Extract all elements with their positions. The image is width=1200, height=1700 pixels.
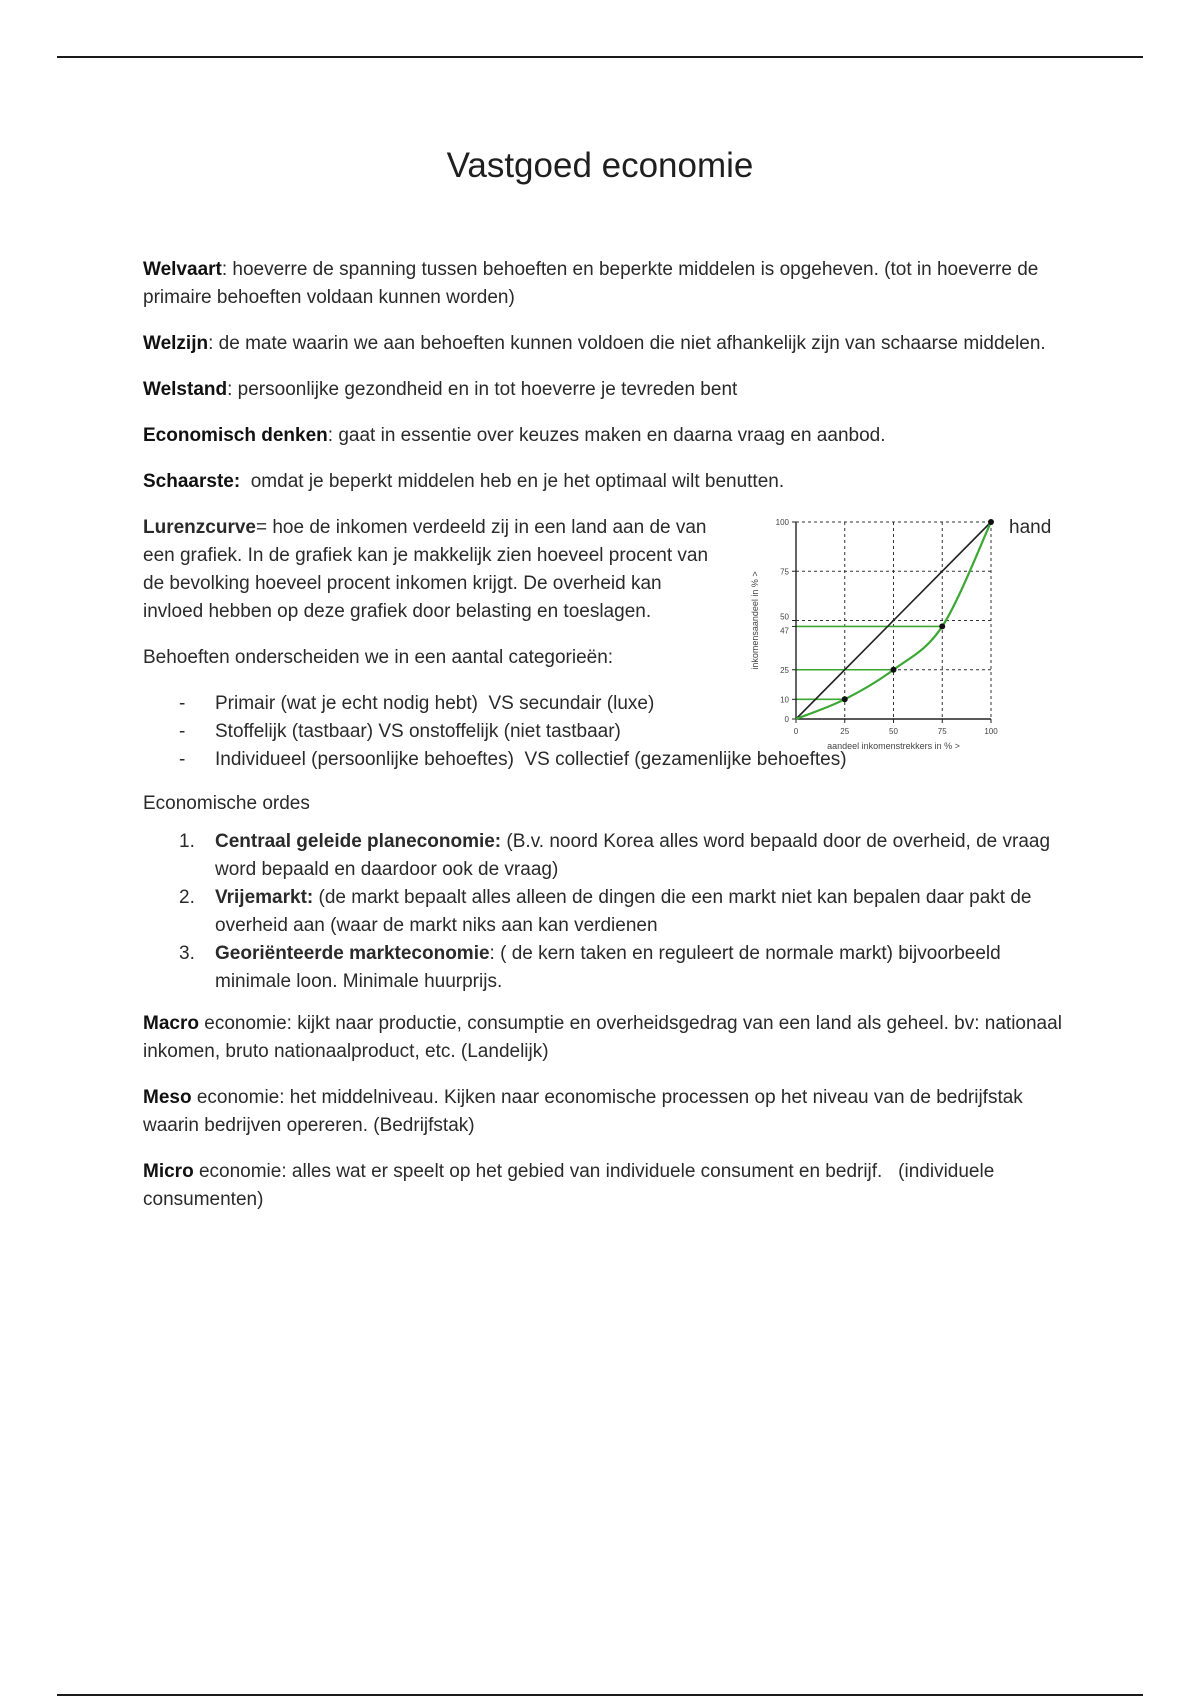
x-tick-label: 50 <box>889 727 898 736</box>
level-meso <box>143 1084 1063 1140</box>
level-micro <box>143 1158 1063 1214</box>
data-point <box>891 667 897 673</box>
order-text: : ( de kern taken en reguleert de normale markt) bijvoorbeeld minimale loon. Minimale huurprijs. <box>215 943 1001 992</box>
list-item-text: Individueel (persoonlijke behoeftes) VS collectief (gezamenlijke behoeftes) <box>215 749 847 770</box>
definition-term: Lurenzcurve <box>143 517 256 538</box>
y-tick-label: 100 <box>775 518 789 527</box>
chart-guides <box>796 626 942 699</box>
order-term: Centraal geleide planeconomie: <box>215 831 502 852</box>
definition-welstand <box>143 376 1063 404</box>
orders-list <box>143 828 1063 996</box>
order-term: Vrijemarkt: <box>215 887 314 908</box>
level-text: economie: het middelniveau. Kijken naar economische processen op het niveau van de bedrijfstak waarin bedrijven opereren. (Bedrijfstak) <box>143 1087 1023 1136</box>
level-term: Macro <box>143 1013 199 1034</box>
list-item <box>143 828 1063 884</box>
list-item <box>143 940 1063 996</box>
page-title: Vastgoed economie <box>446 146 754 185</box>
definition-welzijn <box>143 330 1063 358</box>
data-point <box>939 623 945 629</box>
definition-text: : persoonlijke gezondheid en in tot hoeverre je tevreden bent <box>227 379 738 400</box>
x-tick-label: 100 <box>984 727 998 736</box>
definition-text: : gaat in essentie over keuzes maken en daarna vraag en aanbod. <box>327 425 886 446</box>
list-item <box>143 718 1063 746</box>
x-tick-label: 75 <box>937 727 947 736</box>
list-item <box>143 690 1063 718</box>
header-rule <box>57 56 1143 58</box>
definition-term: Welzijn <box>143 333 209 354</box>
document-body <box>143 256 1063 1232</box>
y-axis-label: inkomensaandeel in % > <box>750 571 760 670</box>
level-term: Meso <box>143 1087 192 1108</box>
list-bullet: - <box>179 693 186 714</box>
definition-schaarste <box>143 468 1063 496</box>
list-bullet: - <box>179 721 186 742</box>
level-macro <box>143 1010 1063 1066</box>
level-text: economie: kijkt naar productie, consumptie en overheidsgedrag van een land als geheel. bv: nationaal inkomen, bruto nationaalproduct, etc. (Landelijk) <box>143 1013 1062 1062</box>
order-text: (B.v. noord Korea alles word bepaald door de overheid, de vraag word bepaald en daardoor ook de vraag) <box>215 831 1051 880</box>
level-term: Micro <box>143 1161 194 1182</box>
definition-economisch-denken <box>143 422 1063 450</box>
x-axis-label: aandeel inkomenstrekkers in % > <box>827 741 960 751</box>
data-point <box>988 519 994 525</box>
lorenz-section <box>143 514 1063 774</box>
definition-term: Schaarste: <box>143 471 241 492</box>
definition-lorenzcurve <box>143 514 718 626</box>
list-item <box>143 746 1063 774</box>
y-tick-label: 25 <box>780 665 789 675</box>
list-item-text: Stoffelijk (tastbaar) VS onstoffelijk (niet tastbaar) <box>215 721 621 742</box>
footer-rule <box>57 1694 1143 1696</box>
x-tick-label: 0 <box>793 727 799 736</box>
order-text: (de markt bepaalt alles alleen de dingen die een markt niet kan bepalen daar pakt de overheid aan (waar de markt niks aan kan verdienen <box>215 887 1032 936</box>
definition-text: : hoeverre de spanning tussen behoeften en beperkte middelen is opgeheven. (tot in hoeverre de primaire behoeften voldaan kunnen worden) <box>143 259 1039 308</box>
orders-heading: Economische ordes <box>143 793 310 814</box>
y-tick-label: 0 <box>784 715 789 724</box>
list-bullet: - <box>179 749 186 770</box>
y-tick-label: 10 <box>780 695 789 705</box>
list-number: 1. <box>179 831 195 852</box>
needs-list <box>143 690 1063 774</box>
list-item <box>143 884 1063 940</box>
y-tick-label: 50 <box>780 612 789 622</box>
definition-term: Welvaart <box>143 259 222 280</box>
definition-text: = hoe de inkomen verdeeld zij in een land aan de van een grafiek. In de grafiek kan je makkelijk zien hoeveel procent van de bevolking hoeveel procent inkomen krijgt. De overheid kan invloed hebben op deze grafiek door belasting en toeslagen. <box>143 517 709 622</box>
definition-text: omdat je beperkt middelen heb en je het optimaal wilt benutten. <box>240 471 785 492</box>
needs-intro: Behoeften onderscheiden we in een aantal categorieën: <box>143 647 614 668</box>
chart-series <box>796 519 994 719</box>
definition-term: Economisch denken <box>143 425 328 446</box>
order-term: Georiënteerde markteconomie <box>215 943 490 964</box>
list-number: 2. <box>179 887 195 908</box>
list-item-text: Primair (wat je echt nodig hebt) VS secundair (luxe) <box>215 693 655 714</box>
stray-word: hand <box>1009 517 1052 538</box>
x-tick-label: 25 <box>840 727 850 736</box>
definition-welvaart <box>143 256 1063 312</box>
y-tick-label: 47 <box>780 626 789 636</box>
level-text: economie: alles wat er speelt op het gebied van individuele consument en bedrijf. (individuele consumenten) <box>143 1161 1000 1210</box>
list-number: 3. <box>179 943 195 964</box>
definition-term: Welstand <box>143 379 228 400</box>
y-tick-label: 75 <box>780 567 789 577</box>
definition-text: : de mate waarin we aan behoeften kunnen voldoen die niet afhankelijk zijn van schaarse middelen. <box>208 333 1046 354</box>
